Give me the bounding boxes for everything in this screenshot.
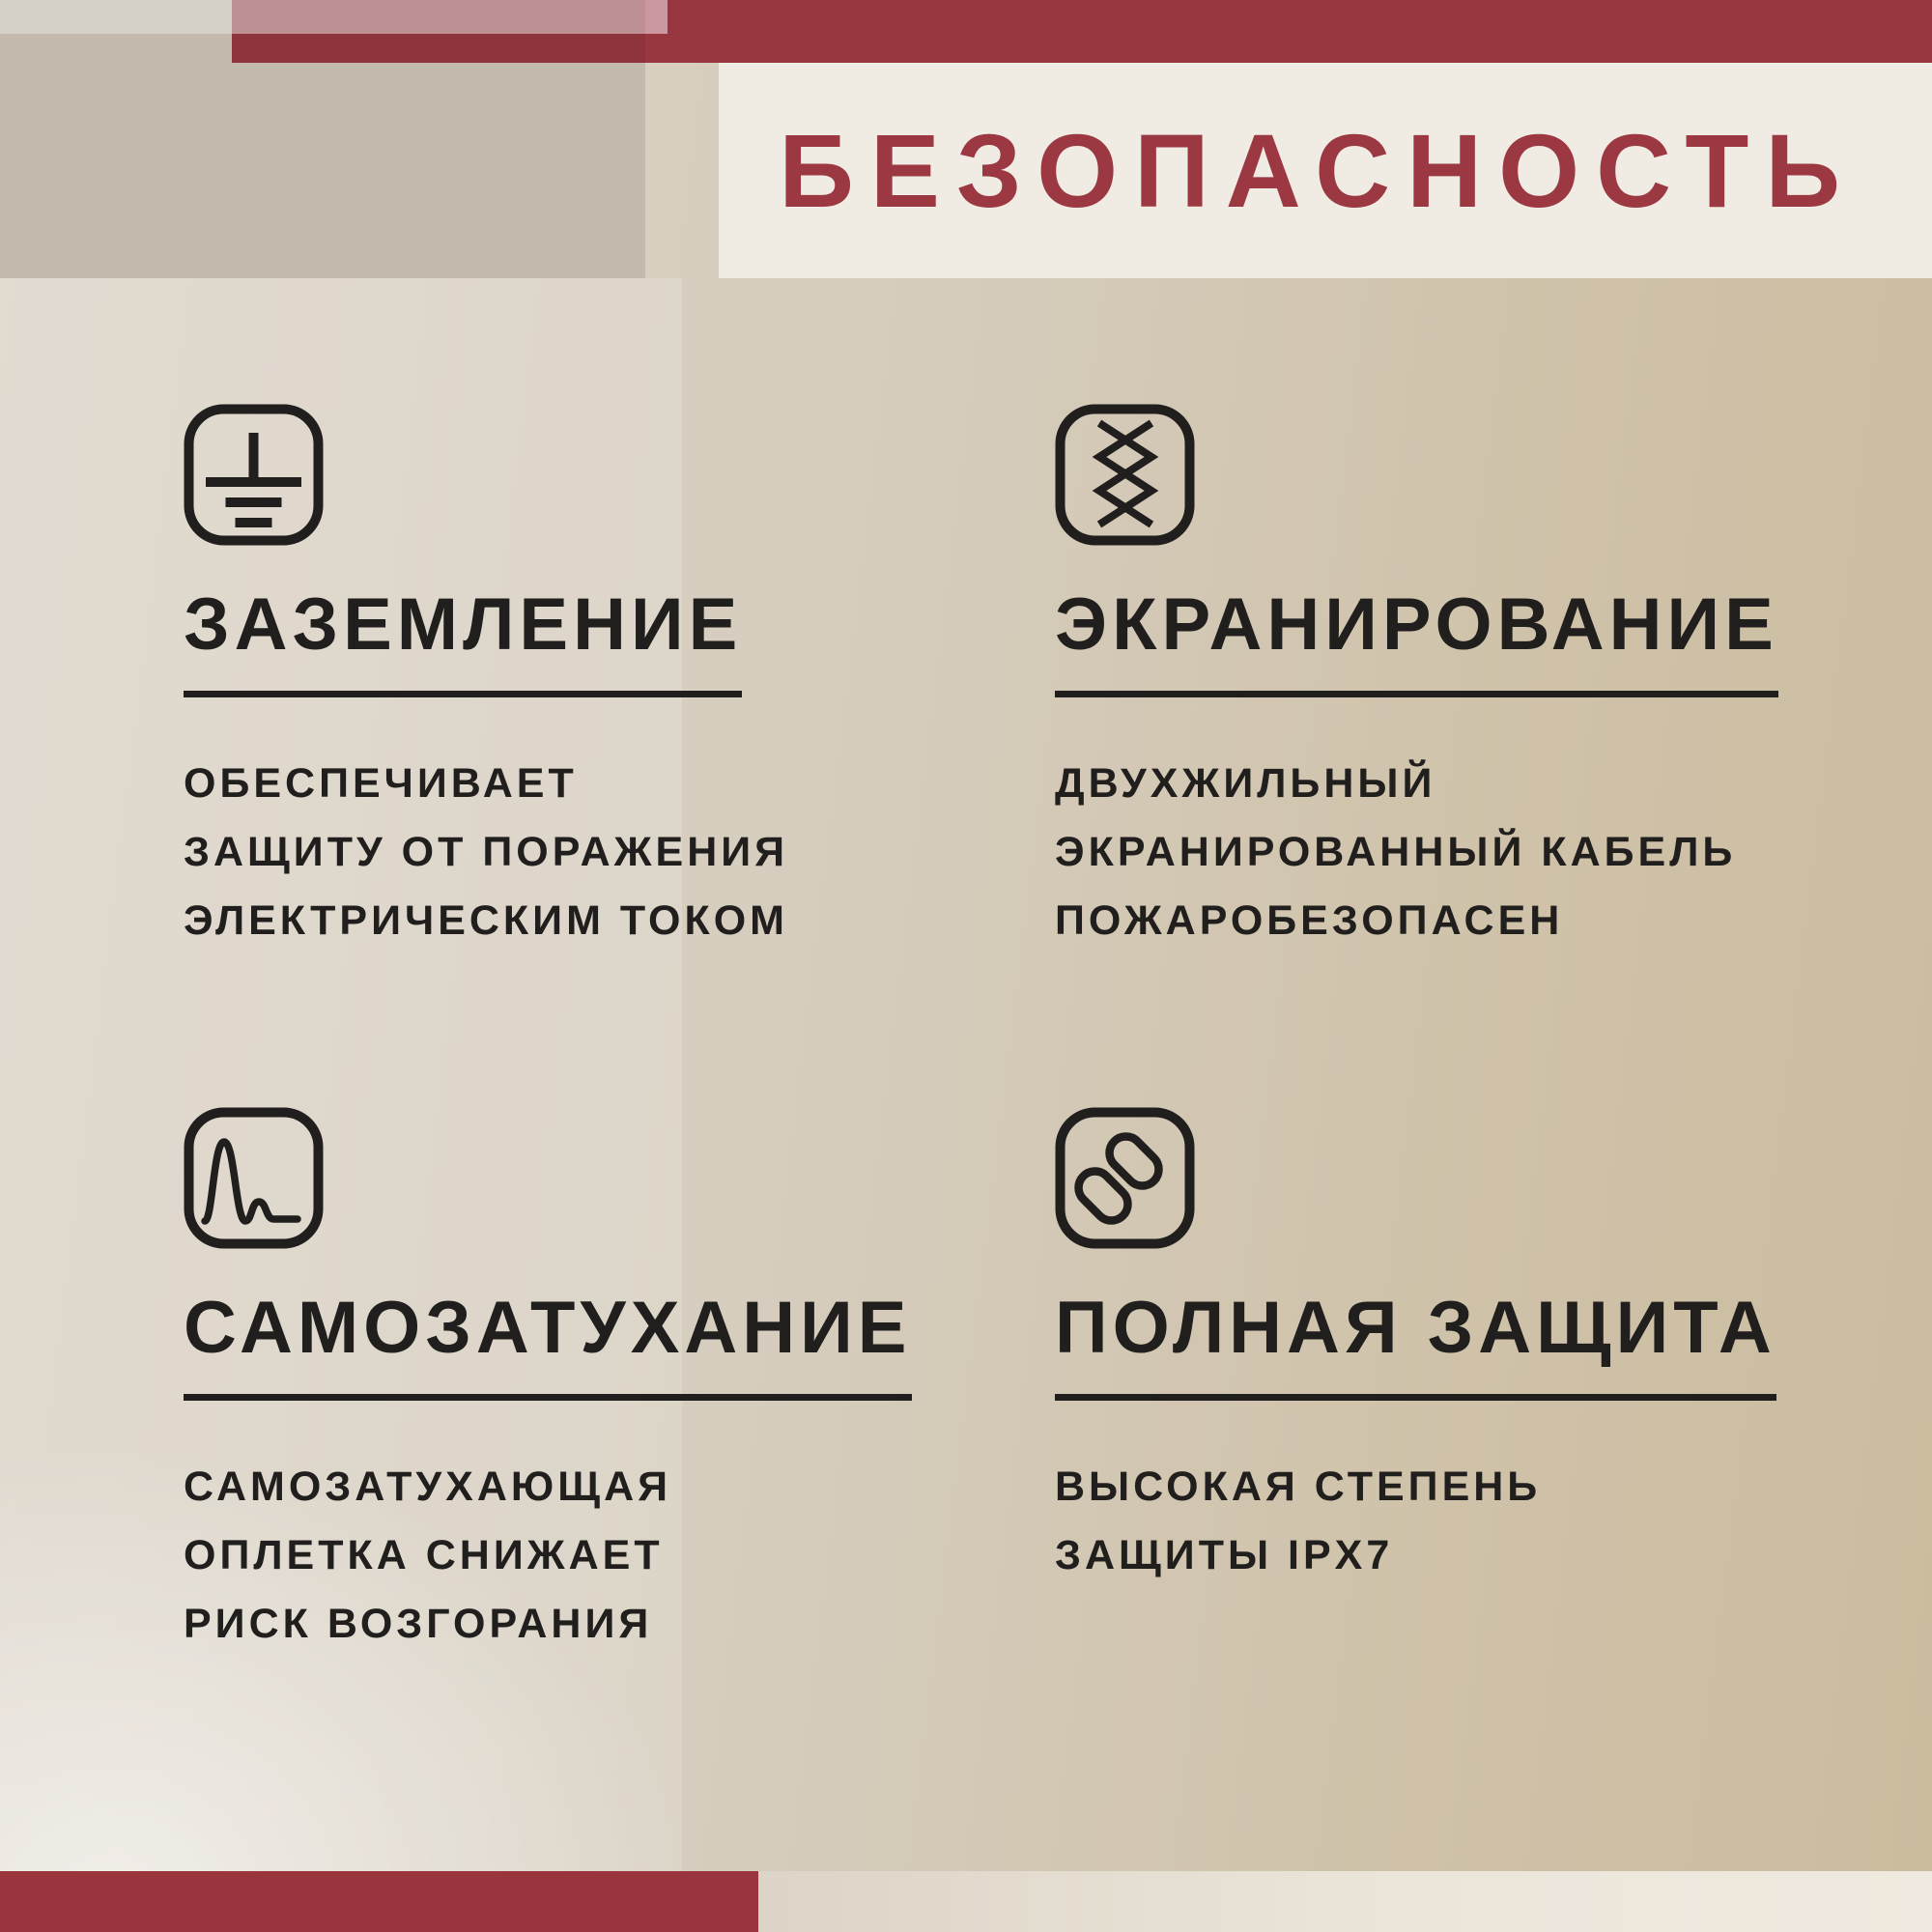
page-title: БЕЗОПАСНОСТЬ xyxy=(779,111,1857,229)
description-line: ОБЕСПЕЧИВАЕТ xyxy=(184,760,578,807)
feature-self-extinguishing xyxy=(184,1107,1014,1659)
feature-description xyxy=(184,750,1014,955)
feature-title: ЭКРАНИРОВАНИЕ xyxy=(1055,588,1778,697)
description-line: ВЫСОКАЯ СТЕПЕНЬ xyxy=(1055,1463,1542,1510)
self-extinguish-peak-icon xyxy=(184,1107,324,1249)
feature-description xyxy=(1055,750,1886,955)
feature-description xyxy=(1055,1453,1886,1590)
feature-full-protection xyxy=(1055,1107,1886,1590)
top-pink-strip xyxy=(232,0,645,34)
description-line: ПОЖАРОБЕЗОПАСЕН xyxy=(1055,897,1564,944)
description-line: ЭЛЕКТРИЧЕСКИМ ТОКОМ xyxy=(184,897,788,944)
description-line: ДВУХЖИЛЬНЫЙ xyxy=(1055,760,1436,807)
feature-title: САМОЗАТУХАНИЕ xyxy=(184,1292,912,1401)
feature-title: ЗАЗЕМЛЕНИЕ xyxy=(184,588,742,697)
top-red-bar xyxy=(645,0,1932,63)
feature-shielding xyxy=(1055,404,1886,955)
description-line: РИСК ВОЗГОРАНИЯ xyxy=(184,1601,653,1647)
feature-title: ПОЛНАЯ ЗАЩИТА xyxy=(1055,1292,1776,1401)
top-gray-strip xyxy=(0,0,232,34)
feature-grounding xyxy=(184,404,1014,955)
description-line: ЗАЩИТЫ IPX7 xyxy=(1055,1532,1394,1578)
ground-icon xyxy=(184,404,324,546)
feature-description xyxy=(184,1453,1014,1659)
description-line: ЗАЩИТУ ОТ ПОРАЖЕНИЯ xyxy=(184,829,789,875)
bottom-red-bar xyxy=(0,1871,758,1932)
description-line: ЭКРАНИРОВАННЫЙ КАБЕЛЬ xyxy=(1055,829,1737,875)
braid-shield-icon xyxy=(1055,404,1195,546)
description-line: ОПЛЕТКА СНИЖАЕТ xyxy=(184,1532,664,1578)
top-pink-strip-light xyxy=(645,0,668,34)
description-line: САМОЗАТУХАЮЩАЯ xyxy=(184,1463,672,1510)
title-block xyxy=(719,63,1932,278)
chain-link-icon xyxy=(1055,1107,1195,1249)
